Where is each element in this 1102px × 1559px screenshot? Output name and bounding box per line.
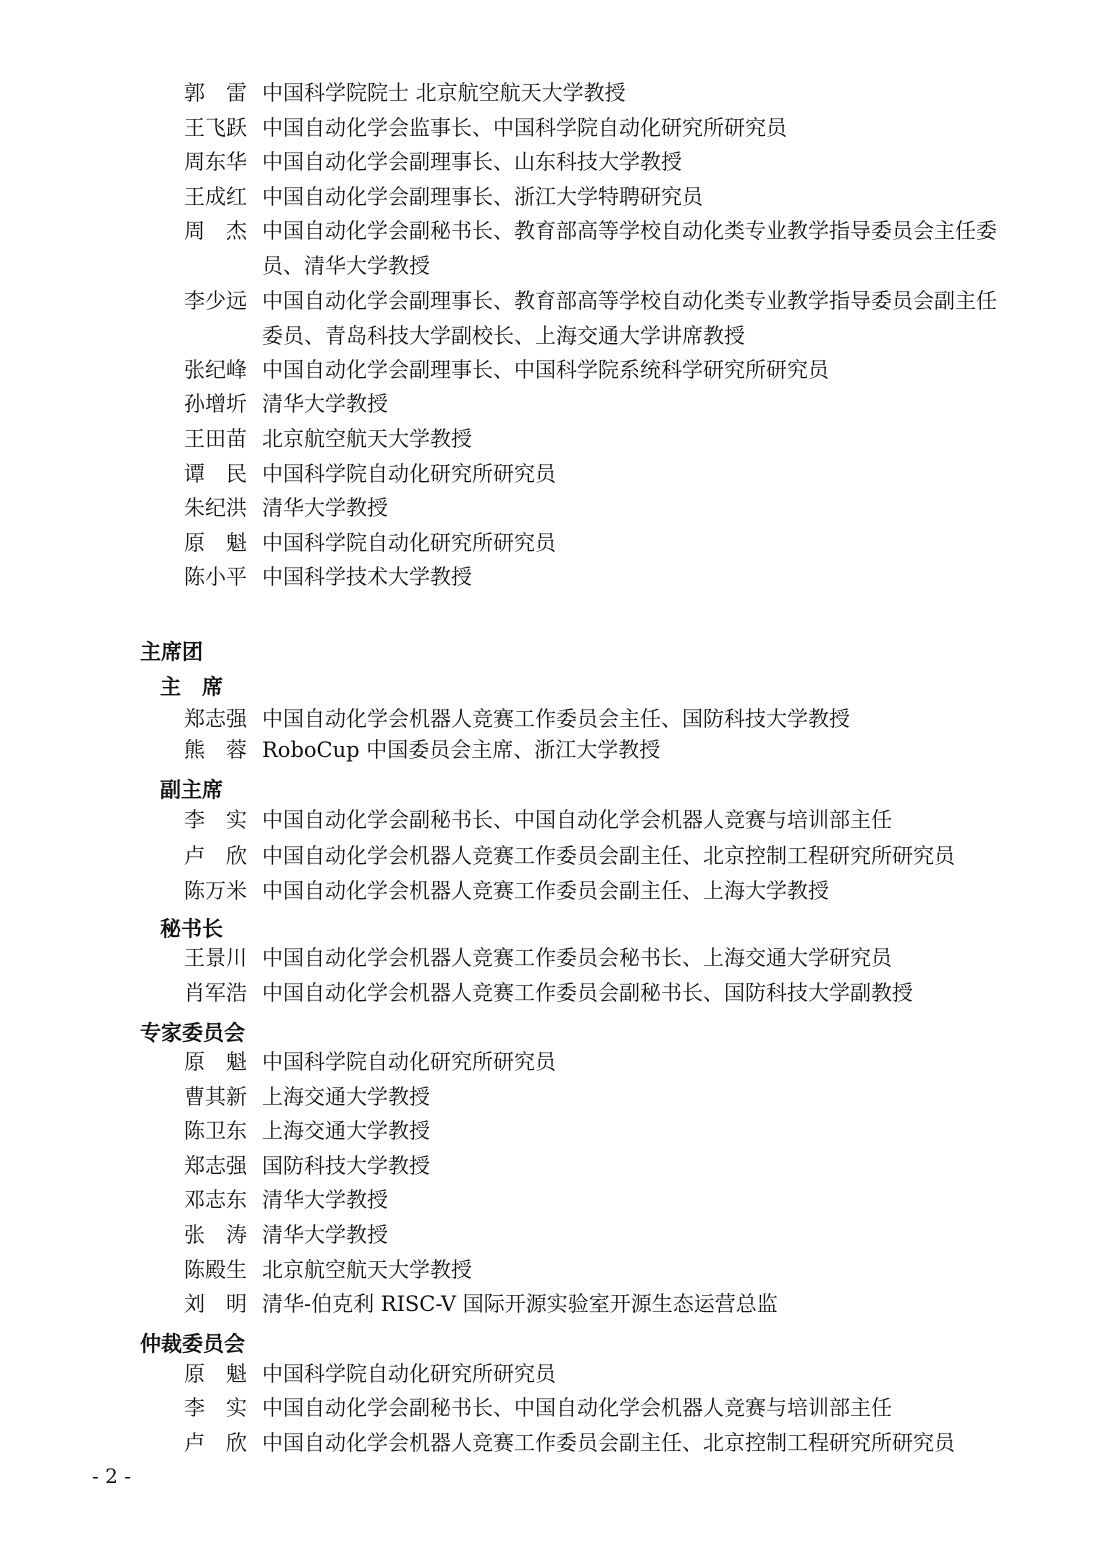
person-name: 张纪峰 bbox=[184, 358, 247, 382]
person-name: 张 涛 bbox=[184, 1223, 247, 1247]
list-item bbox=[184, 1080, 1014, 1115]
person-title: 清华大学教授 bbox=[262, 496, 388, 520]
person-name: 刘 明 bbox=[184, 1292, 247, 1316]
person-name: 李 实 bbox=[184, 1396, 247, 1420]
list-item bbox=[184, 1045, 1014, 1080]
person-name: 肖军浩 bbox=[184, 981, 247, 1005]
person-title: 中国自动化学会副秘书长、中国自动化学会机器人竞赛与培训部主任 bbox=[262, 808, 892, 832]
person-name: 陈殿生 bbox=[184, 1258, 247, 1282]
person-name: 王田苗 bbox=[184, 427, 247, 451]
person-title: 中国自动化学会副秘书长、教育部高等学校自动化类专业教学指导委员会主任委员、清华大学教授 bbox=[262, 219, 997, 278]
list-item bbox=[184, 1426, 1014, 1461]
person-name: 周 杰 bbox=[184, 219, 247, 243]
person-title: 中国科学院自动化研究所研究员 bbox=[262, 1362, 556, 1386]
person-title: 国防科技大学教授 bbox=[262, 1154, 430, 1178]
person-title: 中国自动化学会副理事长、教育部高等学校自动化类专业教学指导委员会副主任委员、青岛科技大学副校长、上海交通大学讲席教授 bbox=[262, 289, 997, 348]
list-item bbox=[184, 1149, 1014, 1184]
person-title: 中国科学院自动化研究所研究员 bbox=[262, 531, 556, 555]
list-item bbox=[184, 560, 1014, 595]
list-item bbox=[184, 1114, 1014, 1149]
person-title: 中国自动化学会机器人竞赛工作委员会副主任、上海大学教授 bbox=[262, 879, 829, 903]
person-title: 清华-伯克利 RISC-V 国际开源实验室开源生态运营总监 bbox=[262, 1292, 778, 1316]
person-name: 王景川 bbox=[184, 946, 247, 970]
person-name: 原 魁 bbox=[184, 531, 247, 555]
page-number: - 2 - bbox=[92, 1464, 131, 1488]
person-name: 卢 欣 bbox=[184, 1431, 247, 1455]
list-item bbox=[184, 457, 1014, 492]
list-item bbox=[184, 214, 1008, 283]
person-title: 清华大学教授 bbox=[262, 1188, 388, 1212]
subsection-heading-chair: 主 席 bbox=[160, 674, 223, 699]
person-title: 中国自动化学会机器人竞赛工作委员会副秘书长、国防科技大学副教授 bbox=[262, 981, 913, 1005]
section-heading-experts: 专家委员会 bbox=[140, 1020, 245, 1045]
person-title: 北京航空航天大学教授 bbox=[262, 427, 472, 451]
list-item bbox=[184, 422, 1014, 457]
person-title: 中国自动化学会副秘书长、中国自动化学会机器人竞赛与培训部主任 bbox=[262, 1396, 892, 1420]
person-title: 中国自动化学会机器人竞赛工作委员会主任、国防科技大学教授 bbox=[262, 707, 850, 731]
person-title: 中国科学技术大学教授 bbox=[262, 565, 472, 589]
list-item bbox=[184, 976, 1014, 1011]
person-title: 中国自动化学会副理事长、山东科技大学教授 bbox=[262, 150, 682, 174]
person-title: 上海交通大学教授 bbox=[262, 1119, 430, 1143]
person-name: 陈卫东 bbox=[184, 1119, 247, 1143]
person-name: 谭 民 bbox=[184, 462, 247, 486]
list-item bbox=[184, 1253, 1014, 1288]
person-name: 朱纪洪 bbox=[184, 496, 247, 520]
list-item bbox=[184, 180, 1014, 215]
person-name: 陈小平 bbox=[184, 565, 247, 589]
subsection-heading-secretary-general: 秘书长 bbox=[160, 916, 223, 941]
person-name: 王成红 bbox=[184, 185, 247, 209]
person-name: 曹其新 bbox=[184, 1085, 247, 1109]
person-name: 孙增圻 bbox=[184, 392, 247, 416]
person-name: 郭 雷 bbox=[184, 81, 247, 105]
person-name: 王飞跃 bbox=[184, 116, 247, 140]
person-title: 中国自动化学会监事长、中国科学院自动化研究所研究员 bbox=[262, 116, 787, 140]
list-item bbox=[184, 1357, 1014, 1392]
person-title: 中国自动化学会机器人竞赛工作委员会秘书长、上海交通大学研究员 bbox=[262, 946, 892, 970]
person-title: 北京航空航天大学教授 bbox=[262, 1258, 472, 1282]
list-item bbox=[184, 145, 1014, 180]
list-item bbox=[184, 733, 1014, 768]
person-title: 中国科学院院士 北京航空航天大学教授 bbox=[262, 81, 626, 105]
person-name: 周东华 bbox=[184, 150, 247, 174]
person-name: 原 魁 bbox=[184, 1362, 247, 1386]
list-item bbox=[184, 1287, 1014, 1322]
list-item bbox=[184, 1183, 1014, 1218]
list-item bbox=[184, 353, 1014, 388]
person-title: 中国科学院自动化研究所研究员 bbox=[262, 1050, 556, 1074]
person-name: 李 实 bbox=[184, 808, 247, 832]
list-item bbox=[184, 1218, 1014, 1253]
list-item bbox=[184, 491, 1014, 526]
person-title: 中国自动化学会副理事长、浙江大学特聘研究员 bbox=[262, 185, 703, 209]
person-name: 郑志强 bbox=[184, 1154, 247, 1178]
list-item bbox=[184, 803, 1014, 838]
list-item bbox=[184, 941, 1014, 976]
section-heading-presidium: 主席团 bbox=[140, 639, 203, 664]
list-item bbox=[184, 284, 1008, 353]
person-title: 中国科学院自动化研究所研究员 bbox=[262, 462, 556, 486]
list-item bbox=[184, 387, 1014, 422]
person-title: RoboCup 中国委员会主席、浙江大学教授 bbox=[262, 738, 661, 762]
person-name: 邓志东 bbox=[184, 1188, 247, 1212]
person-title: 清华大学教授 bbox=[262, 1223, 388, 1247]
list-item bbox=[184, 76, 1014, 111]
person-title: 清华大学教授 bbox=[262, 392, 388, 416]
person-title: 上海交通大学教授 bbox=[262, 1085, 430, 1109]
subsection-heading-vice-chair: 副主席 bbox=[160, 777, 223, 802]
person-name: 李少远 bbox=[184, 289, 247, 313]
person-name: 陈万米 bbox=[184, 879, 247, 903]
list-item bbox=[184, 874, 1014, 909]
section-heading-arbitration: 仲裁委员会 bbox=[140, 1331, 245, 1356]
person-name: 熊 蓉 bbox=[184, 738, 247, 762]
person-title: 中国自动化学会机器人竞赛工作委员会副主任、北京控制工程研究所研究员 bbox=[262, 1431, 955, 1455]
person-name: 原 魁 bbox=[184, 1050, 247, 1074]
list-item bbox=[184, 702, 1014, 737]
person-title: 中国自动化学会机器人竞赛工作委员会副主任、北京控制工程研究所研究员 bbox=[262, 844, 955, 868]
list-item bbox=[184, 1391, 1014, 1426]
person-name: 卢 欣 bbox=[184, 844, 247, 868]
person-name: 郑志强 bbox=[184, 707, 247, 731]
list-item bbox=[184, 526, 1014, 561]
list-item bbox=[184, 839, 1014, 874]
list-item bbox=[184, 111, 1014, 146]
person-title: 中国自动化学会副理事长、中国科学院系统科学研究所研究员 bbox=[262, 358, 829, 382]
